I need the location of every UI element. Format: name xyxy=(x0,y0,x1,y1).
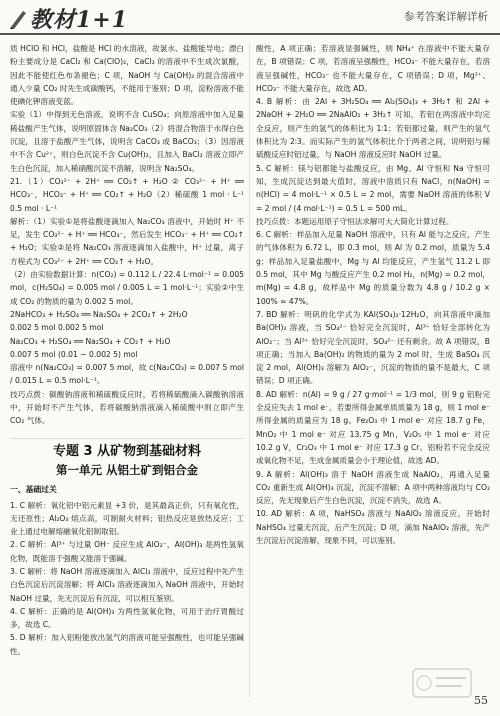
header-divider xyxy=(0,33,500,35)
header-subtitle: 参考答案详解详析 xyxy=(404,11,488,23)
equation: 2NaHCO₃ + H₂SO₄ ══ Na₂SO₄ + 2CO₂↑ + 2H₂O xyxy=(10,309,188,319)
answer-item: 7. BD 解析：明矾的化学式为 KAl(SO₄)₂·12H₂O，向其溶液中滴加 Ba(OH)₂ 溶液，当 SO₄²⁻ 恰好完全沉淀时，Al³⁺ 恰好全部转化为 AlO₂⁻；当 Al³⁺ 恰好完全沉淀时，SO₄²⁻ 还有剩余。故 A 项错误，B 项正确；当加入 Ba(OH)₂ 的物质的量为 2 mol 时，生成 BaSO₄ 沉淀 2 mol，Al(OH)₃ 溶解为 AlO₂⁻，沉淀的物质的量不是最大，C 项错误；D 项正确。 xyxy=(256,309,490,386)
equation: 0.002 5 mol 0.002 5 mol xyxy=(10,323,104,333)
answer-item: 9. A 解析：Al(OH)₃ 溶于 NaOH 溶液生成 NaAlO₂，再通入足量 CO₂ 重新生成 Al(OH)₃ 沉淀，沉淀不溶解；A 项中两种溶液均与 CO₂ 反应，先无现象后产生白色沉淀，沉淀不消失，故选 A。 xyxy=(256,469,490,506)
right-column xyxy=(256,42,490,697)
paragraph: 溶液中 n(Na₂CO₃) = 0.007 5 mol，故 c(Na₂CO₃) = 0.007 5 mol / 0.015 L = 0.5 mol·L⁻¹。 xyxy=(10,363,244,386)
answer-item: 4. B 解析：由 2Al + 3H₂SO₄ ══ Al₂(SO₄)₃ + 3H₂↑ 和 2Al + 2NaOH + 2H₂O ══ 2NaAlO₂ + 3H₂↑ 可知，若铝在两溶液中均完全反应，则产生的氢气的体积比为 1∶1；若铝都过量，则产生的氢气体积比为 2∶3。而实际产生的氢气体积比介于两者之间，说明铝与稀硫酸反应时铝过量，与 NaOH 溶液反应时 NaOH 过量。 xyxy=(256,97,490,160)
column-divider xyxy=(249,42,250,697)
tip-paragraph: 技巧点拨：本题运用原子守恒法求解可大大简化计算过程。 xyxy=(256,216,454,226)
unit-title: 第一单元 从铝土矿到铝合金 xyxy=(55,462,198,477)
equation: 0.007 5 mol (0.01 − 0.002 5) mol xyxy=(10,349,138,359)
topic-title: 专题 3 从矿物到基础材料 xyxy=(10,438,244,458)
answer-item: 8. AD 解析：n(Al) = 9 g / 27 g·mol⁻¹ = 1/3 mol，则 9 g 铝粉完全反应失去 1 mol e⁻。若要所得金属单质质量为 18 g，则 1 mol e⁻ 所得金属的质量应为 18 g。Fe₂O₃ 中 1 mol e⁻ 对应 18.7 g Fe，MnO₂ 中 1 mol e⁻ 对应 13.75 g Mn，V₂O₅ 中 1 mol e⁻ 对应 10.2 g V，Cr₂O₃ 中 1 mol e⁻ 对应 17.3 g Cr。铝粉若不完全反应或氧化物不足，生成金属质量会小于理论值，故选 AD。 xyxy=(256,389,490,466)
answer-item: 10. AD 解析：A 项，NaHSO₄ 溶液与 NaAlO₂ 溶液反应，开始时 NaHSO₄ 过量无沉淀，后产生沉淀；D 项，滴加 NaAlO₂ 溶液，先产生沉淀后沉淀溶解，现象不同，可以鉴别。 xyxy=(256,509,490,545)
answer-21: 21.（1）CO₃²⁻ + 2H⁺ ══ CO₂↑ + H₂O ② CO₃²⁻ + H⁺ ══ HCO₃⁻，HCO₃⁻ + H⁺ ══ CO₂↑ + H₂O（2）稀硫酸 1 mol · L⁻¹ 0.5 mol · L⁻¹ xyxy=(10,176,244,213)
answer-item: 5. C 解析：镁与铝都能与盐酸反应，由 Mg、Al 守恒和 Na 守恒可知，生成沉淀达到最大值时，溶液中溶质只有 NaCl，n(NaOH) = n(HCl) = 4 mol·L⁻¹ × 0.5 L = 2 mol，需要 NaOH 溶液的体积 V = 2 mol / (4 mol·L⁻¹) = 0.5 L = 500 mL。 xyxy=(256,163,490,213)
answer-item: 6. C 解析：样品加入足量 NaOH 溶液中，只有 Al 能与之反应，产生的气体体积为 6.72 L，即 0.3 mol，则 Al 为 0.2 mol，质量为 5.4 g；样品加入足量盐酸中，Mg 与 Al 均能反应，产生氢气 11.2 L 即 0.5 mol，其中 Mg 与酸反应产生 0.2 mol H₂，n(Mg) = 0.2 mol，m(Mg) = 4.8 g，故样品中 Mg 的质量分数为 4.8 g / 10.2 g × 100% ≈ 47%。 xyxy=(256,230,490,306)
answer-item: 1. C 解析：氧化铝中铝元素显 +3 价，是其最高正价，只有氧化性，无还原性；Al₂O₃ 熔点高，可制耐火材料；铝热反应是放热反应；工业上通过电解熔融氧化铝制取铝。 xyxy=(10,500,244,537)
answer-item: 2. C 解析：Al³⁺ 与过量 OH⁻ 反应生成 AlO₂⁻，Al(OH)₃ 是两性氢氧化物，既能溶于强酸又能溶于强碱。 xyxy=(10,540,244,563)
logo-text: 教材1+1 xyxy=(30,7,129,33)
page-header xyxy=(0,0,500,38)
equation: Na₂CO₃ + H₂SO₄ ══ Na₂SO₄ + CO₂↑ + H₂O xyxy=(10,336,171,346)
answer-item: 3. C 解析：将 NaOH 溶液逐滴加入 AlCl₃ 溶液中，反应过程中先产生白色沉淀后沉淀溶解；将 AlCl₃ 溶液逐滴加入 NaOH 溶液中，开始时 NaOH 过量，先无沉淀后有沉淀，可以相互鉴别。 xyxy=(10,566,244,603)
page-number: 55 xyxy=(474,694,488,707)
answer-item: 5. D 解析：加入铝粉能放出氢气的溶液可能呈强酸性，也可能呈强碱性。 xyxy=(10,633,244,656)
tip-paragraph: 技巧点拨：碳酸钠溶液和稀硫酸反应时，若将稀硫酸滴入碳酸钠溶液中，开始时不产生气体，若将碳酸钠溶液滴入稀硫酸中则立即产生 CO₂ 气体。 xyxy=(10,389,244,426)
left-column xyxy=(10,42,244,697)
watermark-stamp-icon xyxy=(412,668,472,698)
paragraph: 质 HClO 和 HCl，盐酸是 HCl 的水溶液，故氯水、盐酸能导电；漂白粉主要成分是 CaCl₂ 和 Ca(ClO)₂，CaCl₂ 的溶液中不生成次氯酸，因此不能使红色布条褪色；C 项，NaOH 与 Ca(OH)₂ 的混合溶液中通入少量 CO₂ 时先生成碳酸钙，不能用于鉴别；D 项，淀粉溶液不能使碘化钾溶液变蓝。 xyxy=(10,44,244,107)
answer-item: 4. C 解析：正确的是 Al(OH)₃ 为两性氢氧化物，可用于治疗胃酸过多，故选 C。 xyxy=(10,606,244,630)
paragraph: 酸性，A 项正确；若溶液显强碱性，则 NH₄⁺ 在溶液中不能大量存在，B 项错误；C 项，若溶液呈强酸性，HCO₃⁻ 不能大量存在，若溶液呈强碱性，HCO₃⁻ 也不能大量存在，C 项错误；D 项，Mg²⁺、HCO₃⁻ 不能大量存在，故选 AD。 xyxy=(256,44,490,93)
section-label: 一、基础过关 xyxy=(10,485,57,495)
paragraph: 解析：（1）实验①是将盐酸逐滴加入 Na₂CO₃ 溶液中，开始时 H⁺ 不足，发生 CO₃²⁻ + H⁺ ══ HCO₃⁻，然后发生 HCO₃⁻ + H⁺ ══ CO₂↑ + H₂O；实验②是将 Na₂CO₃ 溶液逐滴加入盐酸中，H⁺ 过量，离子方程式为 CO₃²⁻ + 2H⁺ ══ CO₂↑ + H₂O。 xyxy=(10,216,244,266)
paragraph: 实验（1）中得到无色溶液，说明不含 CuSO₄；向原溶液中加入足量稀盐酸产生气体，说明原固体含 Na₂CO₃（2）将混合物溶于水得白色沉淀，且溶于盐酸产生气体，说明含 CaCO₃ 或 BaCO₃；（3）因溶液中不含 Cu²⁺，则白色沉淀不含 Cu(OH)₂，且加入 BaCl₂ 溶液立即产生白色沉淀，加入稀硝酸沉淀不溶解，说明含 Na₂SO₄。 xyxy=(10,110,244,173)
book-logo xyxy=(8,3,128,34)
paragraph: （2）由实验数据计算：n(CO₂) = 0.112 L / 22.4 L·mol⁻¹ = 0.005 mol，c(H₂SO₄) = 0.005 mol / 0.005 L = 1 mol·L⁻¹；实验②中生成 CO₂ 的物质的量为 0.002 5 mol。 xyxy=(10,270,244,306)
pen-icon xyxy=(8,7,30,31)
